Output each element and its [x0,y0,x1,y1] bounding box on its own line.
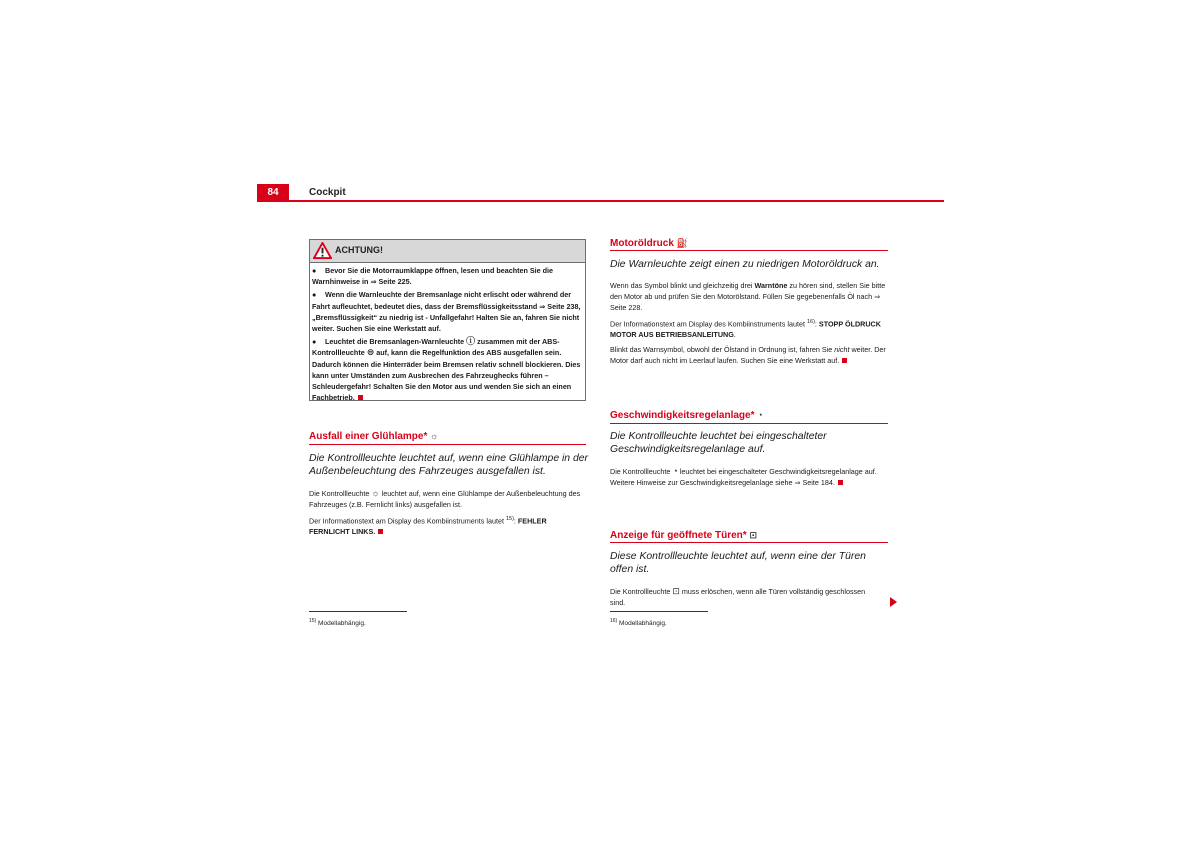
end-mark-icon [842,358,847,363]
paragraph-lamp-1: Die Kontrollleuchte ☼ leuchtet auf, wenn eine Glühlampe der Außenbeleuchtung des Fahrzeuges (z.B. Fernlicht links) ausgefallen ist. [309,488,581,509]
section-title-lamp: Ausfall einer Glühlampe* ☼ [309,431,439,442]
paragraph-oil-3: Blinkt das Warnsymbol, obwohl der Ölstand in Ordnung ist, fahren Sie nicht weiter. Der Motor darf auch nicht im Leerlauf laufen. Suchen Sie eine Werkstatt auf. [610,345,886,366]
lead-oil: Die Warnleuchte zeigt einen zu niedrigen Motoröldruck an. [610,259,880,270]
abs-icon: ⊜ [366,347,375,358]
body-oil [610,280,890,370]
speedometer-icon: ◔ [757,410,763,420]
section-rule-doors [610,542,888,543]
warning-title: ACHTUNG! [335,245,383,255]
end-mark-icon [358,395,363,400]
warning-body [312,265,584,405]
warning-bullet-2: ● Wenn die Warnleuchte der Bremsanlage nicht erlischt oder während der Fahrt aufleuchtet, bedeutet dies, dass der Bremsflüssigkeitsstand ⇒ Seite 238, „Bremsflüssigkeit“ zu niedrig ist - Unfallgefahr! Halten Sie an, fahren Sie nicht weiter. Suchen Sie eine Werkstatt auf. [312,290,581,334]
section-title-oil: Motoröldruck ⛽ [610,238,688,249]
oil-can-icon: ⛽ [676,238,688,248]
lead-cruise: Die Kontrollleuchte leuchtet bei eingeschalteter Geschwindigkeitsregelanlage auf. [610,431,827,455]
warning-triangle-icon [313,242,332,259]
warning-box [309,239,586,401]
page-number: 84 [257,184,289,201]
section-rule-cruise [610,423,888,424]
body-cruise [610,466,890,492]
section-title-cruise: Geschwindigkeitsregelanlage* ◔ [610,410,763,421]
warning-bullet-1: ● Bevor Sie die Motorraumklappe öffnen, lesen und beachten Sie die Warnhinweise in ⇒ Seite 225. [312,266,554,287]
body-lamp [309,488,589,541]
header-rule [257,200,944,202]
footnote-rule-left [309,611,407,612]
paragraph-oil-2: Der Informationstext am Display des Kombiinstruments lautet $^{16)}$: STOPP ÖLDRUCK MOTOR AUS BETRIEBSANLEITUNG. [610,319,881,340]
end-mark-icon [838,480,843,485]
next-page-arrow-icon[interactable] [890,597,897,607]
paragraph-lamp-2: Der Informationstext am Display des Kombiinstruments lautet $^{15)}$: FEHLER FERNLICHT LINKS. [309,516,547,537]
door-icon: ⊡ [749,530,758,540]
page-title: Cockpit [309,187,346,198]
footnote-right: $^{16)}$ Modellabhängig. [610,618,667,628]
speedometer-icon: ◔ [672,466,678,476]
paragraph-oil-1: Wenn das Symbol blinkt und gleichzeitig drei Warntöne zu hören sind, stellen Sie bitte den Motor ab und prüfen Sie den Motorölstand. Füllen Sie gegebenenfalls Öl nach ⇒ Seite 228. [610,281,886,312]
body-doors [610,586,872,612]
section-rule-lamp [309,444,586,445]
paragraph-cruise-1: Die Kontrollleuchte ◔ leuchtet bei eingeschalteter Geschwindigkeitsregelanlage auf. Weitere Hinweise zur Geschwindigkeitsregelanlage siehe ⇒ Seite 184. [610,466,877,487]
lead-doors: Diese Kontrollleuchte leuchtet auf, wenn eine der Türen offen ist. [610,551,866,575]
warning-header [310,240,585,263]
lead-lamp: Die Kontrollleuchte leuchtet auf, wenn eine Glühlampe in der Außenbeleuchtung des Fahrzeuges ausgefallen ist. [309,453,588,477]
paragraph-doors-1: Die Kontrollleuchte ⊡ muss erlöschen, wenn alle Türen vollständig geschlossen sind. [610,586,866,607]
door-icon: ⊡ [672,586,680,596]
section-title-doors: Anzeige für geöffnete Türen* ⊡ [610,530,758,541]
section-rule-oil [610,250,888,251]
footnote-rule-right [610,611,708,612]
brake-icon: ⓘ [466,336,476,347]
end-mark-icon [378,529,383,534]
bulb-icon: ☼ [371,488,380,498]
footnote-left: $^{15)}$ Modellabhängig. [309,618,366,628]
warning-bullet-3: ● Leuchtet die Bremsanlagen-Warnleuchte ⓘ zusammen mit der ABS-Kontrollleuchte ⊜ auf, kann die Regelfunktion des ABS ausgefallen sein. Dadurch können die Hinterräder beim Bremsen relativ schnell blockieren. Dies kann unter Umständen zum Ausbrechen des Fahrzeughecks führen – Schleudergefahr! Schalten Sie den Motor aus und wenden Sie sich an einen Fachbetrieb. [312,336,581,403]
bulb-icon: ☼ [430,431,439,441]
